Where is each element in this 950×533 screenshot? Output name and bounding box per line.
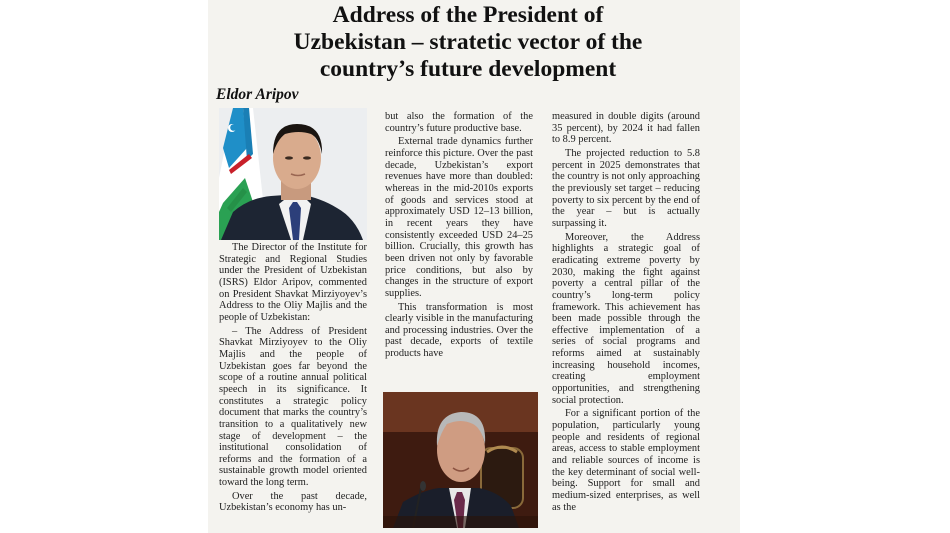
paragraph: This transformation is most clearly visible in the manufacturing and processing industries. Over the past decade, exports of textile products have [385, 301, 533, 360]
headline [212, 2, 724, 83]
president-photo [383, 392, 538, 528]
paragraph: External trade dynamics further reinforce this picture. Over the past decade, Uzbekistan’s export revenues have more than doubled: whereas in the mid-2010s exports of goods and services stood at approximately USD 12–13 billion, in recent years they have consistently exceeded USD 24–25 billion. Crucially, this growth has been driven not only by favorable price conditions, but also by changes in the structure of export supplies. [385, 136, 533, 299]
author-photo [219, 108, 367, 240]
article-column-3 [552, 111, 700, 515]
article-column-2 [385, 111, 533, 362]
author-byline: Eldor Aripov [216, 86, 299, 103]
article-column-1 [219, 242, 367, 516]
paragraph: measured in double digits (around 35 percent), by 2024 it had fallen to 8.9 percent. [552, 111, 700, 146]
paragraph: Moreover, the Address highlights a strategic goal of eradicating extreme poverty by 2030, making the fight against poverty a central pillar of the country’s long-term policy framework. This achievement has been made possible through the effective implementation of a series of social programs and reforms aimed at sustainably increasing household incomes, creating employment opportunities, and strengthening social protection. [552, 231, 700, 406]
paragraph: but also the formation of the country’s future productive base. [385, 111, 533, 134]
paragraph: The Director of the Institute for Strategic and Regional Studies under the President of Uzbekistan (ISRS) Eldor Aripov, commented on President Shavkat Mirziyoyev’s Address to the Oliy Majlis and the people of Uzbekistan: [219, 242, 367, 323]
paragraph: The projected reduction to 5.8 percent in 2025 demonstrates that the country is not only approaching the previously set target – reducing poverty to six percent by the end of the year – but is actually surpassing it. [552, 147, 700, 229]
paragraph: – The Address of President Shavkat Mirziyoyev to the Oliy Majlis and the people of Uzbekistan goes far beyond the scope of a routine annual political speech in its significance. It constitutes a strategic policy document that marks the country’s transition to a qualitatively new stage of development – the institutional consolidation of reforms and the formation of a sustainable growth model oriented toward the long term. [219, 325, 367, 489]
headline-line-3: country’s future development [319, 56, 617, 82]
paragraph: Over the past decade, Uzbekistan’s economy has un- [219, 490, 367, 514]
headline-line-1: Address of the President of [332, 2, 604, 28]
headline-line-2: Uzbekistan – stratetic vector of the [293, 29, 643, 55]
paragraph: For a significant portion of the population, particularly young people and residents of regional areas, access to stable employment and reliable sources of income is the key determinant of social well-being. Support for small and medium-sized enterprises, as well as the [552, 408, 700, 513]
